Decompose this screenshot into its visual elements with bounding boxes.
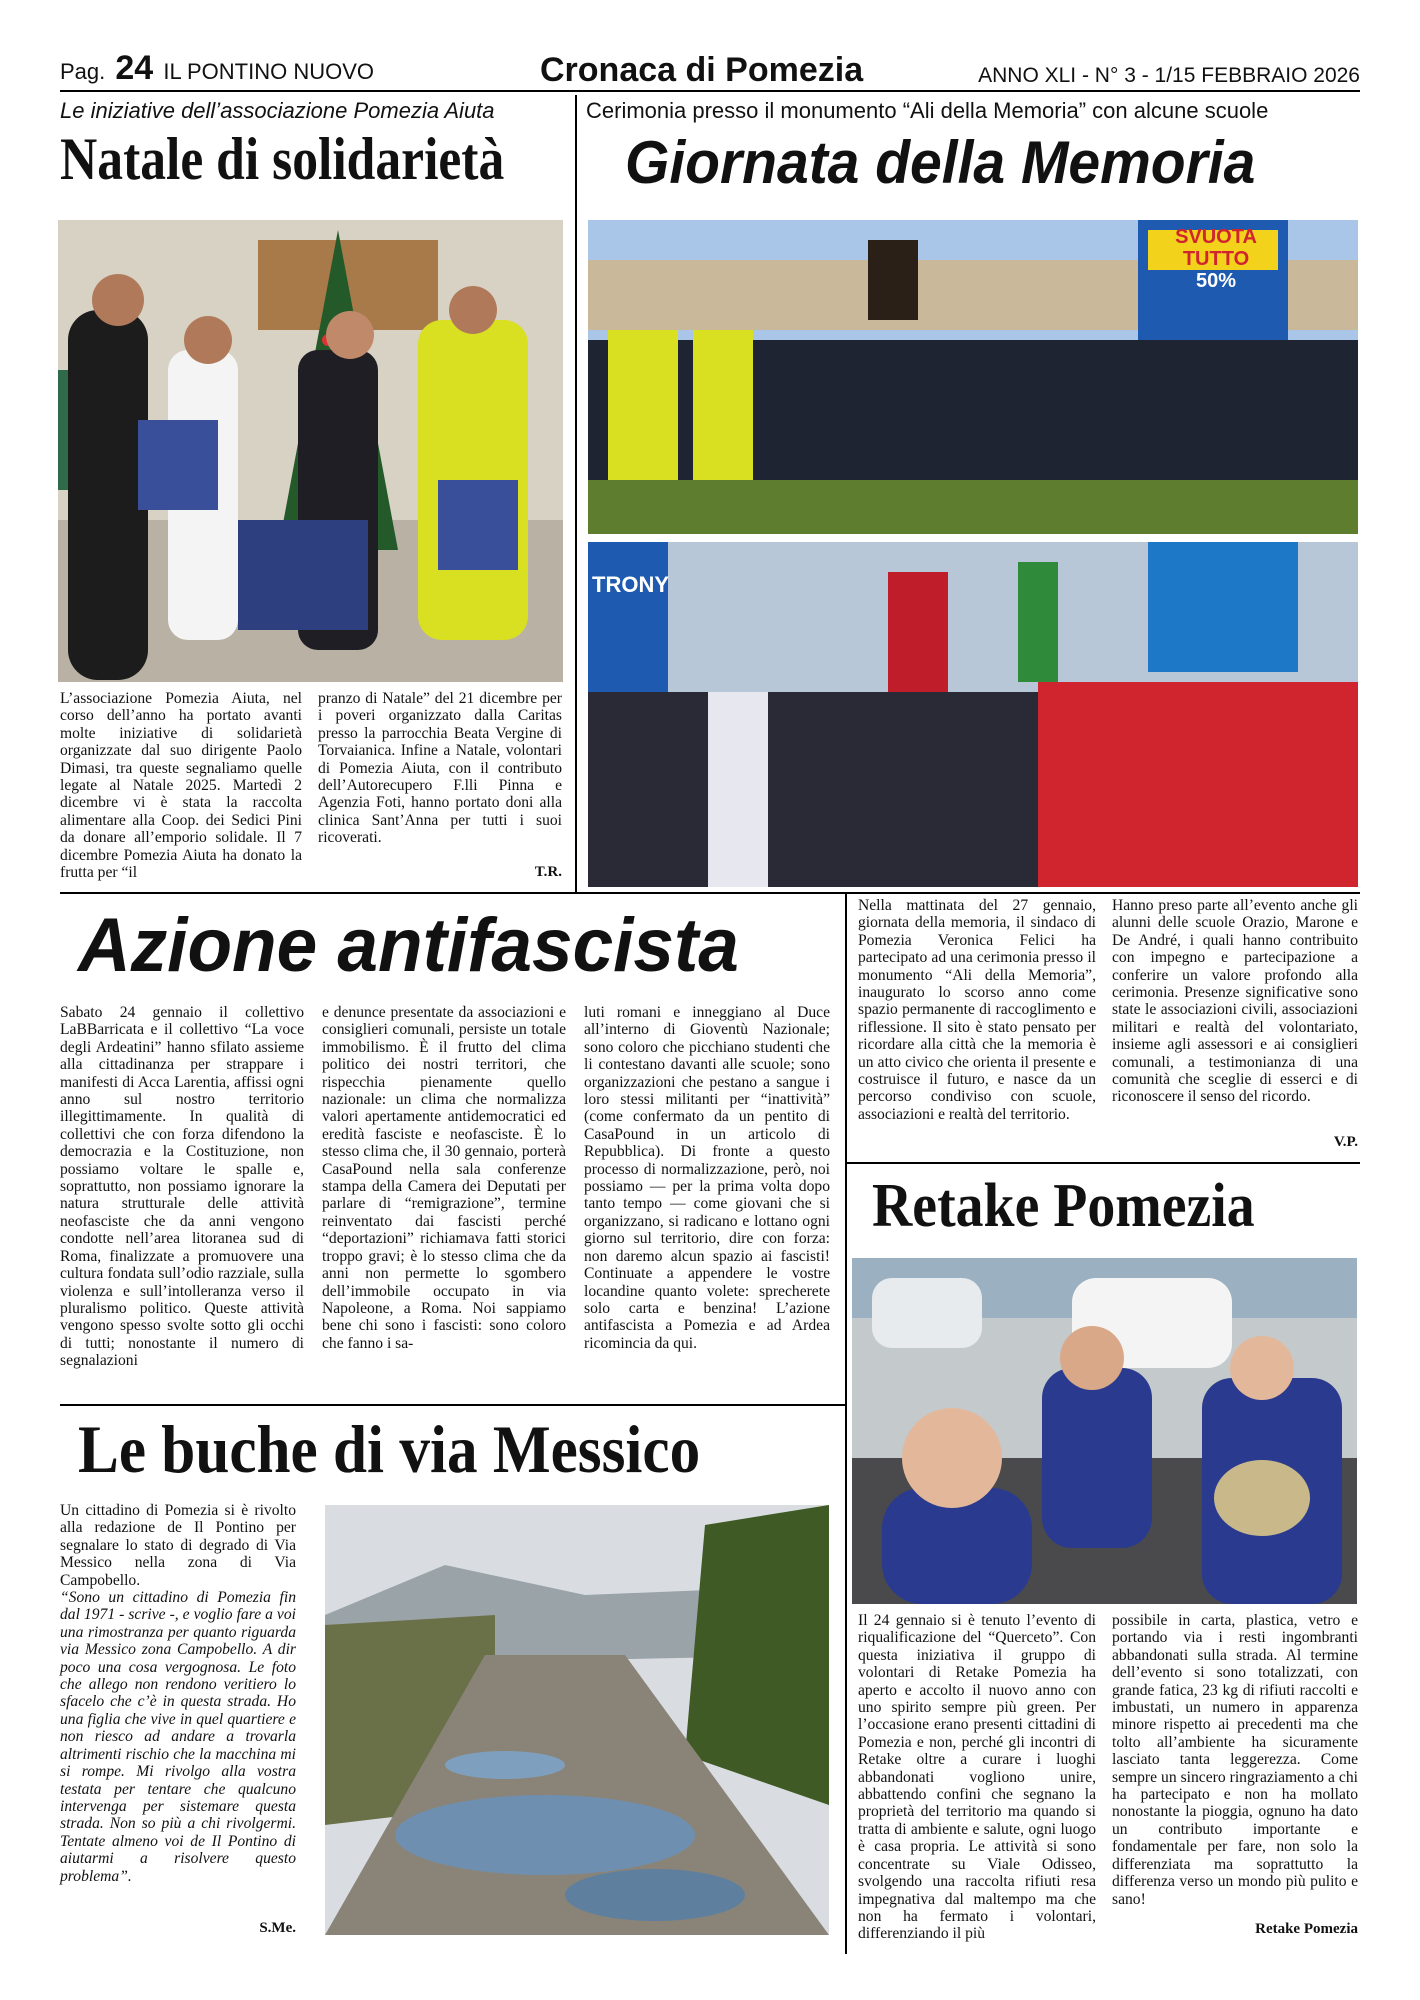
natale-column-1: L’associazione Pomezia Aiuta, nel corso dell’anno ha portato avanti molte iniziative di solidarietà organizzate dal suo dirigente Paolo Dimasi, tra queste segnaliamo quelle legate al Natale 2025. Martedì 2 dicembre vi è stata la raccolta alimentare alla Coop. dei Sedici Pini da donare all’emporio solidale. Il 7 dicembre Pomezia Aiuta ha donato la frutta per “il: [60, 690, 302, 882]
antifa-title: Azione antifascista: [78, 903, 739, 988]
page-number: 24: [115, 49, 154, 87]
memoria-banner-trony: TRONY: [592, 572, 669, 597]
buche-photo: [325, 1505, 829, 1935]
section-divider: [845, 1162, 1360, 1164]
natale-title: Natale di solidarietà: [60, 126, 505, 192]
column-divider: [845, 892, 847, 1404]
section-title: Cronaca di Pomezia: [540, 51, 864, 89]
retake-signature: Retake Pomezia: [1255, 1921, 1358, 1937]
antifa-column-3: luti romani e inneggiano al Duce all’interno di Gioventù Nazionale; sono coloro che picchiano studenti che li contestano davanti alle scuole; sono organizzazioni che pestano a sangue i loro stessi militanti per “inattività” (come confermato da un pentito di CasaPound in un articolo di Repubblica). Di fronte a questo processo di normalizzazione, però, noi possiamo — per la prima volta dopo tanto tempo — come giovani che si organizzano, si radicano e lottano ogni giorno sul territorio, dire con forza: non daremo alcun spazio ai fascisti! Continuate a appendere le vostre locandine quanto volete: sprecherete solo carta e benzina! L’azione antifascista a Pomezia e ad Ardea ricomincia da qui.: [584, 1004, 830, 1352]
memoria-photo-2: [588, 542, 1358, 887]
issue-info: ANNO XLI - N° 3 - 1/15 FEBBRAIO 2026: [978, 64, 1360, 87]
column-divider: [575, 95, 577, 892]
memoria-photo-1: [588, 220, 1358, 534]
retake-column-2: possibile in carta, plastica, vetro e portando via i resti ingombranti abbandonati sulla strada. Al termine dell’evento si sono totalizzati, con grande fatica, 23 kg di rifiuti raccolti e imbustati, un numero in apparenza minore rispetto ai precedenti ma che tolto all’ambiente ha sicuramente lasciato tanta leggerezza. Come sempre un sincero ringraziamento a chi ha partecipato e non ha mollato nonostante la pioggia, ognuno ha dato un contributo importante e fondamentale per fare, non solo la differenziata ma soprattutto la differenza verso un mondo più pulito e sano!: [1112, 1612, 1358, 1908]
buche-intro: Un cittadino di Pomezia si è rivolto alla redazione de Il Pontino per segnalare lo stato di degrado di Via Messico nella zona di Via Campobello.: [60, 1502, 296, 1589]
buche-text: [60, 1502, 296, 1885]
memoria-column-1: Nella mattinata del 27 gennaio, giornata della memoria, il sindaco di Pomezia Veronica Felici ha partecipato ad una cerimonia presso il monumento “Ali della Memoria”, inaugurato lo scorso anno come spazio permanente di raccoglimento e riflessione. Il sito è stato pensato per ricordare alla città che la memoria è un atto civico che orienta il presente e costruisce il futuro, e nasce da un percorso condiviso con scuole, associazioni e realtà del territorio.: [858, 897, 1096, 1123]
retake-title: Retake Pomezia: [872, 1172, 1255, 1240]
flag-icon: [868, 240, 918, 320]
natale-column-2: pranzo di Natale” del 21 dicembre per i poveri organizzato dalla Caritas presso la parrocchia Beata Vergine di Torvaianica. Infine a Natale, volontari di Pomezia Aiuta, con il contributo dell’Autorecupero F.lli Pinna e Agenzia Foti, hanno portato doni alla clinica Sant’Anna per tutti i suoi ricoverati.: [318, 690, 562, 847]
memoria-column-2: Hanno preso parte all’evento anche gli alunni delle scuole Orazio, Marone e De André, i quali hanno contribuito con impegno e partecipazione a conferire un valore profondo alla cerimonia. Presenze significative sono state le associazioni civili, associazioni militari e realtà del volontariato, insieme agli assessori e ai consiglieri comunali, a testimonianza di una comunità che sceglie di esserci e di riconoscere il senso del ricordo.: [1112, 897, 1358, 1106]
natale-signature: T.R.: [534, 864, 562, 880]
natale-photo: [58, 220, 563, 682]
retake-photo: [852, 1258, 1357, 1604]
flag-icon: [888, 572, 948, 712]
column-divider: [845, 1404, 847, 1954]
memoria-kicker: Cerimonia presso il monumento “Ali della Memoria” con alcune scuole: [586, 98, 1269, 123]
page-header: [60, 49, 1360, 92]
section-divider: [60, 892, 1360, 894]
publication-name: IL PONTINO NUOVO: [163, 59, 374, 84]
buche-quote: “Sono un cittadino di Pomezia fin dal 1971 - scrive -, e voglio fare a voi una rimostranza per quanto riguarda via Messico zona Campobello. A dir poco una cosa vergognosa. Le foto che allego non rendono veritiero lo sfacelo che c’è in questa strada. Ho una figlia che vive in quel quartiere e non riesco ad andare a trovarla altrimenti rischio che la macchina mi si rompe. Mi rivolgo alla vostra testata per tentare che qualcuno intervenga per sistemare questa strada. Non so più a chi rivolgermi. Tentate almeno voi de Il Pontino di aiutarmi a risolvere questo problema”.: [60, 1589, 296, 1885]
memoria-signature: V.P.: [1333, 1134, 1358, 1150]
section-divider: [60, 1404, 846, 1406]
retake-column-1: Il 24 gennaio si è tenuto l’evento di riqualificazione del “Querceto”. Con questa iniziativa il gruppo di volontari di Retake Pomezia ha aperto e accolto il nuovo anno con uno spirito sempre più green. Per l’occasione erano presenti cittadini di Pomezia e non, perché gli incontri di Retake oltre a curare i luoghi abbandonati vogliono unire, abbattendo confini che segnano la proprietà del territorio ma quando si tratta di ambiente e salute, ogni luogo è casa propria. Le attività si sono concentrate su Viale Odisseo, svolgendo una raccolta rifiuti resa impegnativa dal maltempo ma che non ha fermato i volontari, differenziando il più: [858, 1612, 1096, 1943]
antifa-column-2: e denunce presentate da associazioni e consiglieri comunali, persiste un totale immobilismo. È il frutto del clima politico dei nostri territori, che rispecchia pienamente quello nazionale: un clima che normalizza valori apertamente antidemocratici ed eredità fasciste e neofasciste. È lo stesso clima che, il 30 gennaio, porterà CasaPound nella sala conferenze stampa della Camera dei Deputati per parlare di “remigrazione”, termine reinventato dai fascisti perché “deportazioni” richiamava fatti storici troppo gravi; è lo stesso clima che da anni non permette lo sgombero dell’immobile occupato in via Napoleone, a Roma. Noi sappiamo bene chi sono i fascisti: sono coloro che fanno i sa-: [322, 1004, 566, 1352]
natale-kicker: Le iniziative dell’associazione Pomezia Aiuta: [60, 98, 495, 123]
memoria-banner-sale: SVUOTA TUTTO: [1175, 226, 1257, 270]
page-prefix: Pag.: [60, 59, 106, 84]
memoria-title: Giornata della Memoria: [625, 129, 1256, 196]
page-label: [60, 49, 374, 88]
antifa-column-1: Sabato 24 gennaio il collettivo LaBBarricata e il collettivo “La voce degli Ardeatini” hanno sfilato assieme alla cittadinanza per strappare i manifesti di Acca Larentia, affissi ogni anno sul nostro territorio illegittimamente. In qualità di collettivi che con forza difendono la democrazia e la Costituzione, non possiamo voltare le spalle e, soprattutto, non possiamo ignorare la natura strutturale delle attività neofasciste che da anni vengono condotte nell’area litoranea sud di Roma, finalizzate a promuovere una cultura fondata sull’odio razziale, sulla violenza e sull’intolleranza verso il pluralismo politico. Queste attività vengono spesso svolte sotto gli occhi di tutti; nonostante il numero di segnalazioni: [60, 1004, 304, 1370]
memoria-banner-pct: 50%: [1195, 270, 1237, 292]
buche-title: Le buche di via Messico: [78, 1411, 701, 1487]
buche-signature: S.Me.: [259, 1920, 296, 1936]
